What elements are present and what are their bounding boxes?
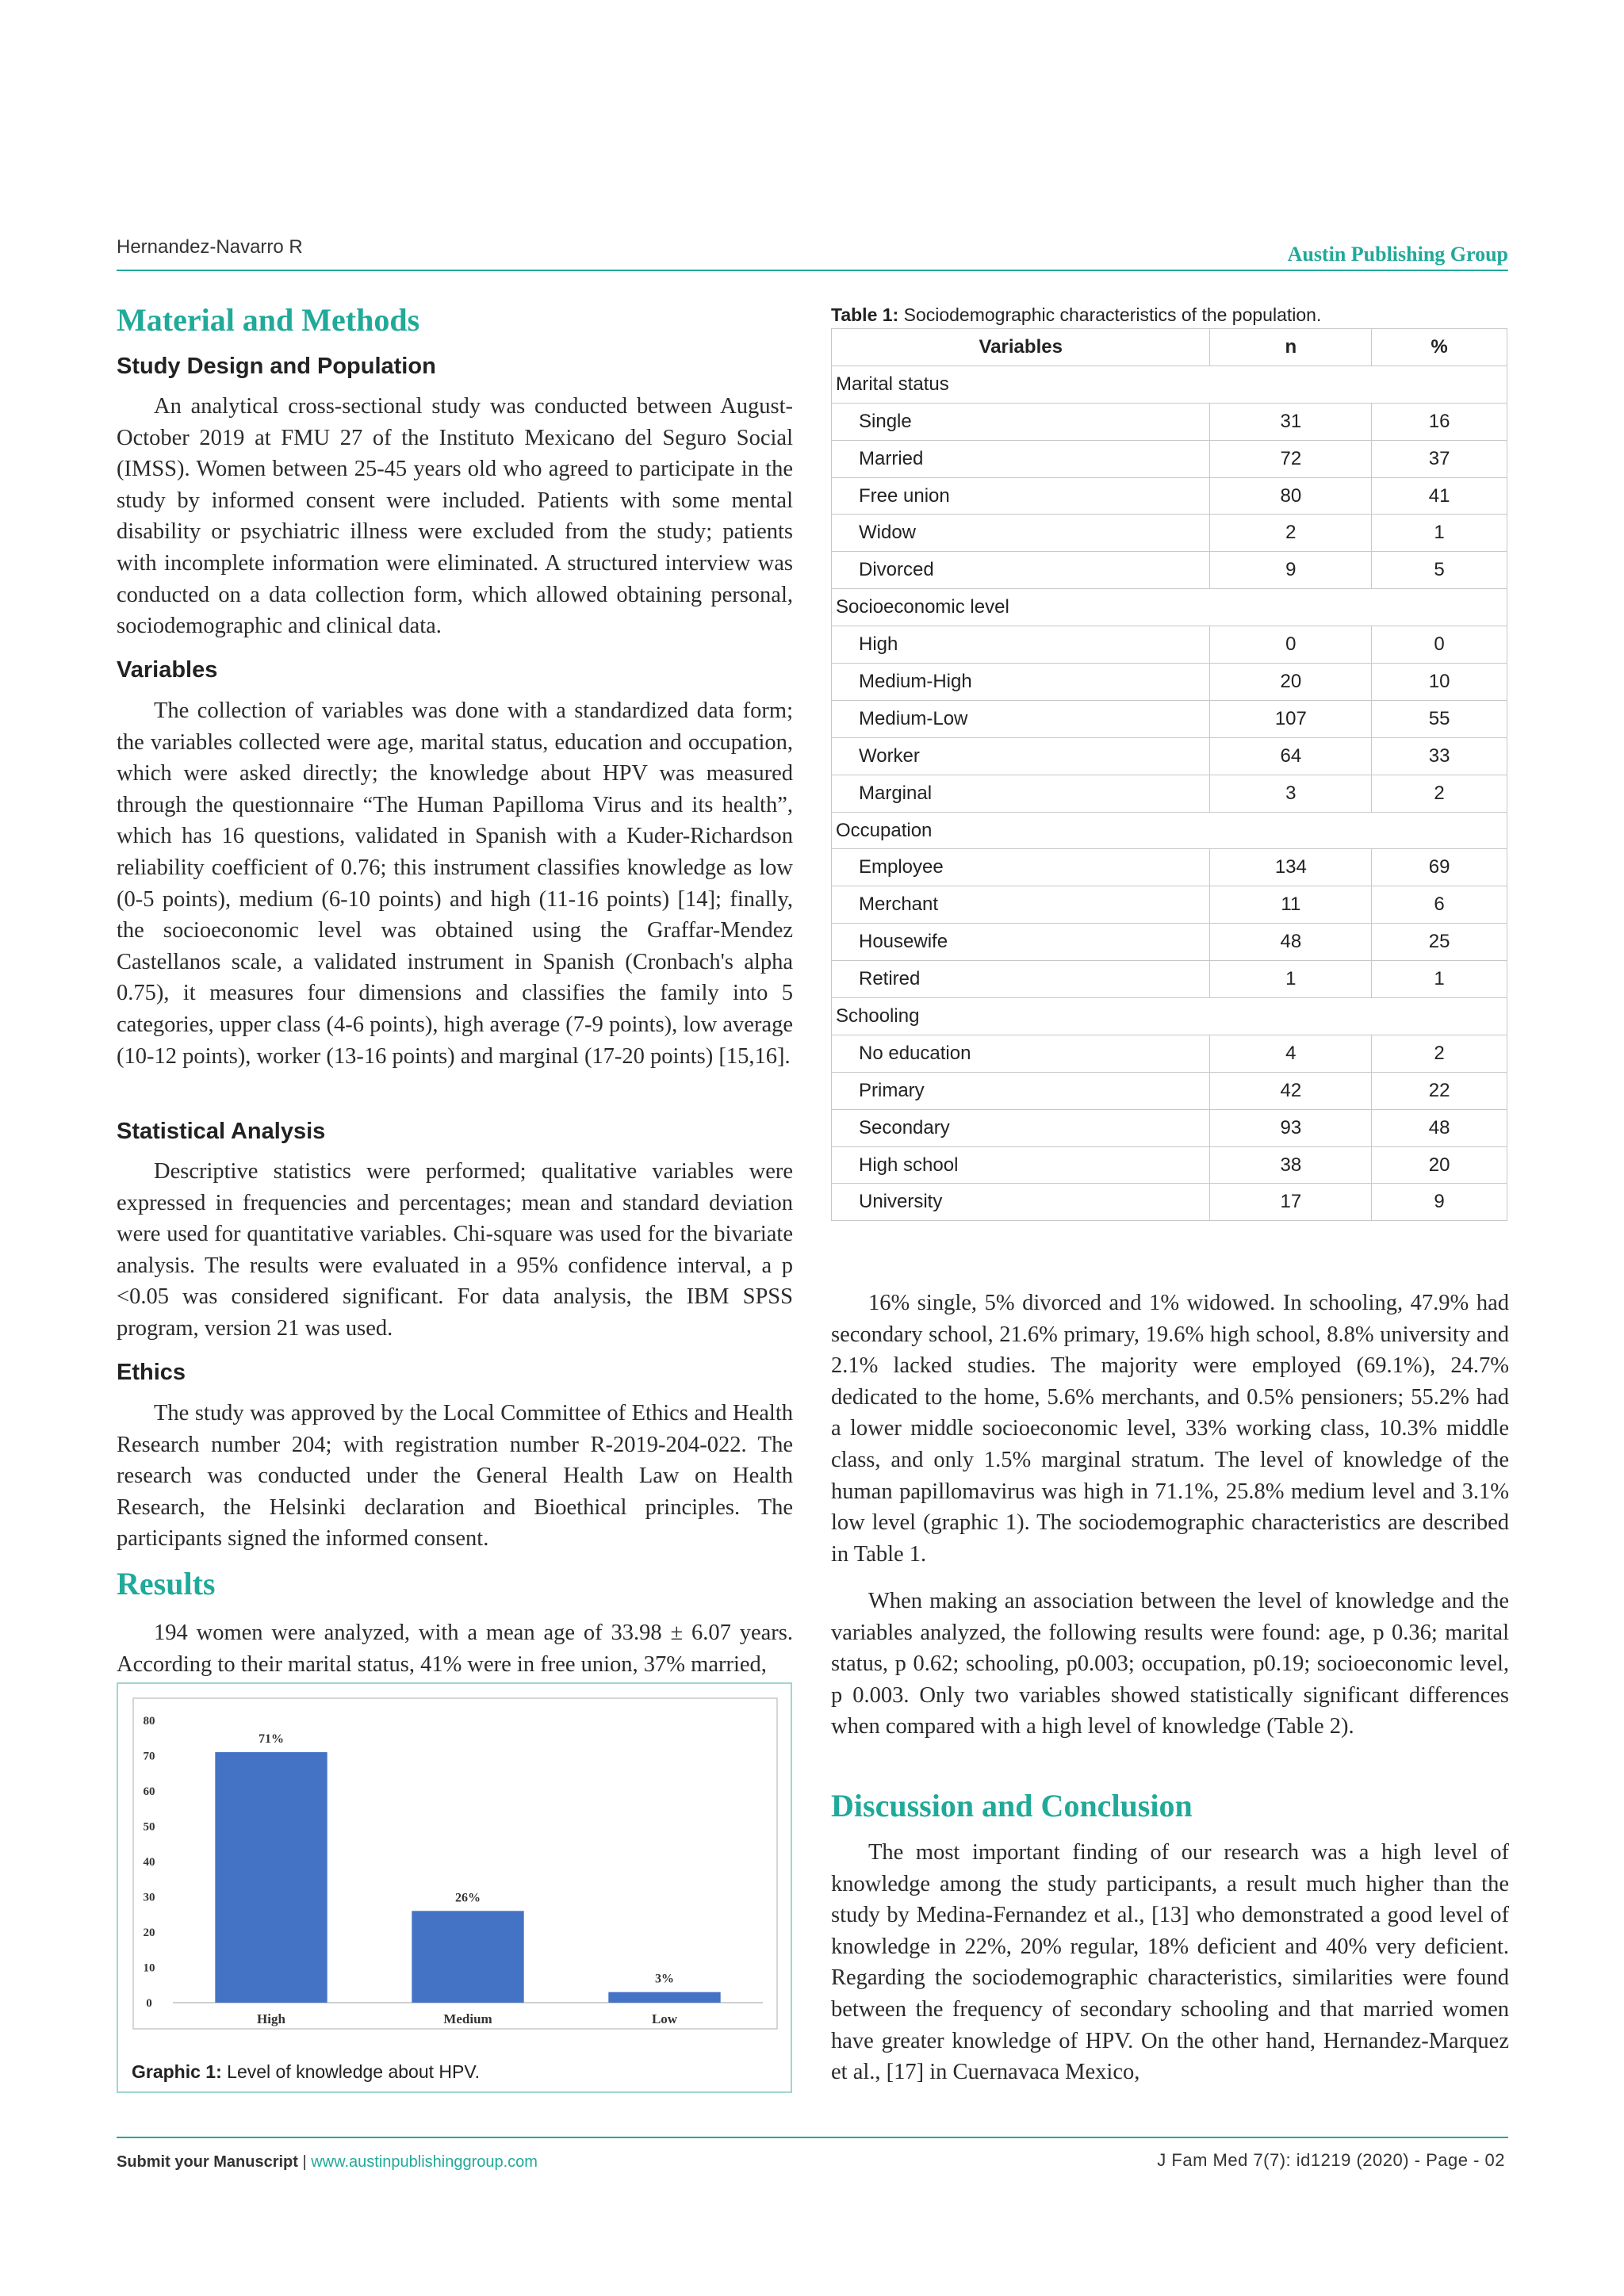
table-cell-percent: 2	[1372, 1035, 1507, 1072]
publisher-url-link[interactable]: www.austinpublishinggroup.com	[311, 2153, 538, 2171]
results-continued-paragraph: 16% single, 5% divorced and 1% widowed. In schooling, 47.9% had secondary school, 21.6% primary, 19.6% high school, 8.8% university and 2.1% lacked studies. The majority were employed (69.1%), 24.7% dedicated to the home, 5.6% merchants, and 0.5% pensioners; 55.2% had a lower middle socioeconomic level, 33% working class, 10.3% middle class, and only 1.5% marginal stratum. The level of knowledge of the human papillomavirus was high in 71.1%, 25.8% medium level and 3.1% low level (graphic 1). The sociodemographic characteristics are described in Table 1.	[831, 1291, 1509, 1567]
submit-manuscript-label: Submit your Manuscript	[117, 2153, 298, 2171]
results-heading: Results	[117, 1566, 216, 1601]
table-row	[832, 737, 1507, 775]
table-cell-percent: 55	[1372, 700, 1507, 737]
table-cell-percent: 33	[1372, 737, 1507, 775]
bar-data-label: 26%	[455, 1891, 481, 1905]
x-category-label: Medium	[443, 2011, 492, 2026]
y-tick-label: 10	[143, 1961, 155, 1975]
table-row	[832, 961, 1507, 998]
table-cell-variable: University	[832, 1184, 1210, 1221]
table-cell-n: 80	[1210, 477, 1372, 515]
table-cell-n: 72	[1210, 440, 1372, 477]
association-paragraph: When making an association between the level of knowledge and the variables analyzed, the following results were found: age, p 0.36; marital status, p 0.62; schooling, p0.003; occupation, p0.19; socioeconomic level, p 0.003. Only two variables showed statistically significant differences when compared with a high level of knowledge (Table 2).	[831, 1589, 1509, 1739]
table-group-row	[832, 812, 1507, 849]
statistical-analysis-paragraph: Descriptive statistics were performed; qualitative variables were expressed in frequencies and percentages; mean and standard deviation were used for quantitative variables. Chi-square was used for the bivariate analysis. The results were evaluated in a 95% confidence interval, a p <0.05 was considered significant. For data analysis, the IBM SPSS program, version 21 was used.	[117, 1159, 793, 1341]
table-cell-percent: 25	[1372, 924, 1507, 961]
y-tick-label: 60	[143, 1785, 155, 1798]
table-group-label: Marital status	[832, 365, 1507, 403]
table-cell-n: 42	[1210, 1072, 1372, 1109]
table-cell-variable: Medium-High	[832, 664, 1210, 701]
table-cell-percent: 9	[1372, 1184, 1507, 1221]
table-cell-percent: 48	[1372, 1109, 1507, 1146]
table-cell-n: 2	[1210, 515, 1372, 552]
table-cell-variable: High school	[832, 1146, 1210, 1184]
table-cell-n: 17	[1210, 1184, 1372, 1221]
table-group-row	[832, 998, 1507, 1035]
x-category-label: High	[257, 2011, 285, 2026]
ethics-heading: Ethics	[117, 1360, 186, 1385]
bar-low	[608, 1992, 720, 2003]
table-row	[832, 552, 1507, 589]
y-tick-label: 50	[143, 1820, 155, 1834]
table-cell-n: 20	[1210, 664, 1372, 701]
table-row	[832, 775, 1507, 812]
bar-medium	[412, 1911, 523, 2003]
table-row	[832, 1146, 1507, 1184]
study-design-paragraph: An analytical cross-sectional study was conducted between August-October 2019 at FMU 27 of the Instituto Mexicano del Seguro Social (IMSS). Women between 25-45 years old who agreed to participate in the study by informed consent were included. Patients with some mental disability or psychiatric illness were excluded from the study; patients with incomplete information were eliminated. A structured interview was conducted on a data collection form, which allowed obtaining personal, sociodemographic and clinical data.	[117, 394, 793, 639]
table-row	[832, 477, 1507, 515]
y-tick-label: 80	[143, 1715, 155, 1728]
table-cell-n: 48	[1210, 924, 1372, 961]
knowledge-bar-chart	[128, 1697, 783, 2045]
table-caption-label: Table 1:	[831, 304, 899, 325]
table-cell-n: 11	[1210, 886, 1372, 924]
table-row	[832, 849, 1507, 886]
table-cell-variable: Secondary	[832, 1109, 1210, 1146]
table-group-label: Occupation	[832, 812, 1507, 849]
table-cell-variable: Divorced	[832, 552, 1210, 589]
methods-heading: Material and Methods	[117, 302, 420, 338]
variables-heading: Variables	[117, 657, 218, 683]
table-cell-variable: Primary	[832, 1072, 1210, 1109]
footer-citation: J Fam Med 7(7): id1219 (2020) - Page - 02	[1157, 2150, 1505, 2170]
table-cell-variable: Free union	[832, 477, 1210, 515]
table-group-label: Socioeconomic level	[832, 589, 1507, 626]
table-cell-percent: 37	[1372, 440, 1507, 477]
table-cell-percent: 0	[1372, 626, 1507, 664]
table-header-variables: Variables	[832, 329, 1210, 366]
table-row	[832, 1109, 1507, 1146]
table-cell-n: 0	[1210, 626, 1372, 664]
table-row	[832, 664, 1507, 701]
table-cell-percent: 6	[1372, 886, 1507, 924]
table-cell-variable: Medium-Low	[832, 700, 1210, 737]
y-tick-label: 0	[146, 1997, 152, 2010]
results-paragraph: 194 women were analyzed, with a mean age of 33.98 ± 6.07 years. According to their marital status, 41% were in free union, 37% married,	[117, 1621, 793, 1677]
table-cell-variable: Retired	[832, 961, 1210, 998]
table-cell-variable: Married	[832, 440, 1210, 477]
table-cell-n: 3	[1210, 775, 1372, 812]
table-cell-percent: 10	[1372, 664, 1507, 701]
footer-divider	[117, 2137, 1508, 2138]
table-cell-n: 107	[1210, 700, 1372, 737]
table-row	[832, 1072, 1507, 1109]
discussion-paragraph: The most important finding of our research was a high level of knowledge among the study participants, a result much higher than the study by Medina-Fernandez et al., [13] who demonstrated a good level of knowledge in 22%, 20% regular, 18% deficient and 40% very deficient. Regarding the sociodemographic characteristics, similarities were found between the frequency of secondary schooling and that married women have greater knowledge of HPV. On the other hand, Hernandez-Marquez et al., [17] in Cuernavaca Mexico,	[831, 1840, 1509, 2085]
table-cell-percent: 20	[1372, 1146, 1507, 1184]
table-group-label: Schooling	[832, 998, 1507, 1035]
table-cell-variable: Housewife	[832, 924, 1210, 961]
y-tick-label: 40	[143, 1856, 155, 1869]
table-caption-text: Sociodemographic characteristics of the population.	[898, 304, 1322, 325]
variables-paragraph: The collection of variables was done with a standardized data form; the variables collected were age, marital status, education and occupation, which were asked directly; the knowledge about HPV was measured through the questionnaire “The Human Papilloma Virus and its health”, which has 16 questions, validated in Spanish with a Kuder-Richardson reliability coefficient of 0.76; this instrument classifies knowledge as low (0-5 points), medium (6-10 points) and high (11-16 points) [14]; finally, the socioeconomic level was obtained using the Graffar-Mendez Castellanos scale, a validated instrument in Spanish (Cronbach's alpha 0.75), it measures four dimensions and classifies the family into 5 categories, upper class (4-6 points), high average (7-9 points), low average (10-12 points), worker (13-16 points) and marginal (17-20 points) [15,16].	[117, 698, 793, 1069]
sociodemographic-table	[831, 328, 1507, 1221]
statistical-analysis-heading: Statistical Analysis	[117, 1119, 326, 1144]
table-row	[832, 700, 1507, 737]
table-row	[832, 1184, 1507, 1221]
table-cell-variable: Worker	[832, 737, 1210, 775]
footer-submit	[117, 2153, 538, 2172]
table-cell-variable: Widow	[832, 515, 1210, 552]
table-header-n: n	[1210, 329, 1372, 366]
table-cell-variable: Merchant	[832, 886, 1210, 924]
footer-separator: |	[302, 2153, 307, 2171]
table-cell-percent: 69	[1372, 849, 1507, 886]
header-divider	[117, 270, 1508, 271]
table-cell-variable: Marginal	[832, 775, 1210, 812]
study-design-heading: Study Design and Population	[117, 354, 436, 379]
table-cell-n: 64	[1210, 737, 1372, 775]
y-tick-label: 30	[143, 1891, 155, 1904]
running-header-author: Hernandez-Navarro R	[117, 236, 303, 258]
bar-data-label: 71%	[259, 1732, 284, 1747]
table-cell-percent: 1	[1372, 961, 1507, 998]
y-tick-label: 20	[143, 1927, 155, 1939]
table-cell-percent: 22	[1372, 1072, 1507, 1109]
y-tick-label: 70	[143, 1750, 155, 1763]
table-group-row	[832, 365, 1507, 403]
table-cell-n: 9	[1210, 552, 1372, 589]
table-row	[832, 403, 1507, 440]
ethics-paragraph: The study was approved by the Local Committee of Ethics and Health Research number 204; with registration number R-2019-204-022. The research was conducted under the General Health Law on Health Research, the Helsinki declaration and Bioethical principles. The participants signed the informed consent.	[117, 1401, 793, 1552]
table-cell-percent: 1	[1372, 515, 1507, 552]
table-header-row	[832, 329, 1507, 366]
table-caption	[831, 304, 1321, 326]
table-cell-n: 4	[1210, 1035, 1372, 1072]
table-cell-n: 134	[1210, 849, 1372, 886]
table-row	[832, 924, 1507, 961]
graphic-caption-text: Level of knowledge about HPV.	[221, 2061, 480, 2082]
table-cell-variable: Employee	[832, 849, 1210, 886]
bar-data-label: 3%	[655, 1972, 674, 1986]
table-cell-variable: High	[832, 626, 1210, 664]
publisher-name: Austin Publishing Group	[1287, 243, 1508, 266]
table-row	[832, 1035, 1507, 1072]
table-row	[832, 440, 1507, 477]
table-cell-n: 1	[1210, 961, 1372, 998]
table-group-row	[832, 589, 1507, 626]
table-cell-n: 93	[1210, 1109, 1372, 1146]
discussion-heading: Discussion and Conclusion	[831, 1788, 1193, 1823]
table-cell-n: 31	[1210, 403, 1372, 440]
table-cell-percent: 41	[1372, 477, 1507, 515]
x-category-label: Low	[651, 2011, 678, 2026]
table-cell-variable: Single	[832, 403, 1210, 440]
table-cell-variable: No education	[832, 1035, 1210, 1072]
graphic-caption	[132, 2061, 480, 2083]
table-header-percent: %	[1372, 329, 1507, 366]
table-row	[832, 515, 1507, 552]
table-cell-percent: 5	[1372, 552, 1507, 589]
table-cell-n: 38	[1210, 1146, 1372, 1184]
graphic-caption-label: Graphic 1:	[132, 2061, 222, 2082]
table-row	[832, 626, 1507, 664]
table-row	[832, 886, 1507, 924]
table-cell-percent: 16	[1372, 403, 1507, 440]
bar-high	[215, 1752, 327, 2003]
table-cell-percent: 2	[1372, 775, 1507, 812]
